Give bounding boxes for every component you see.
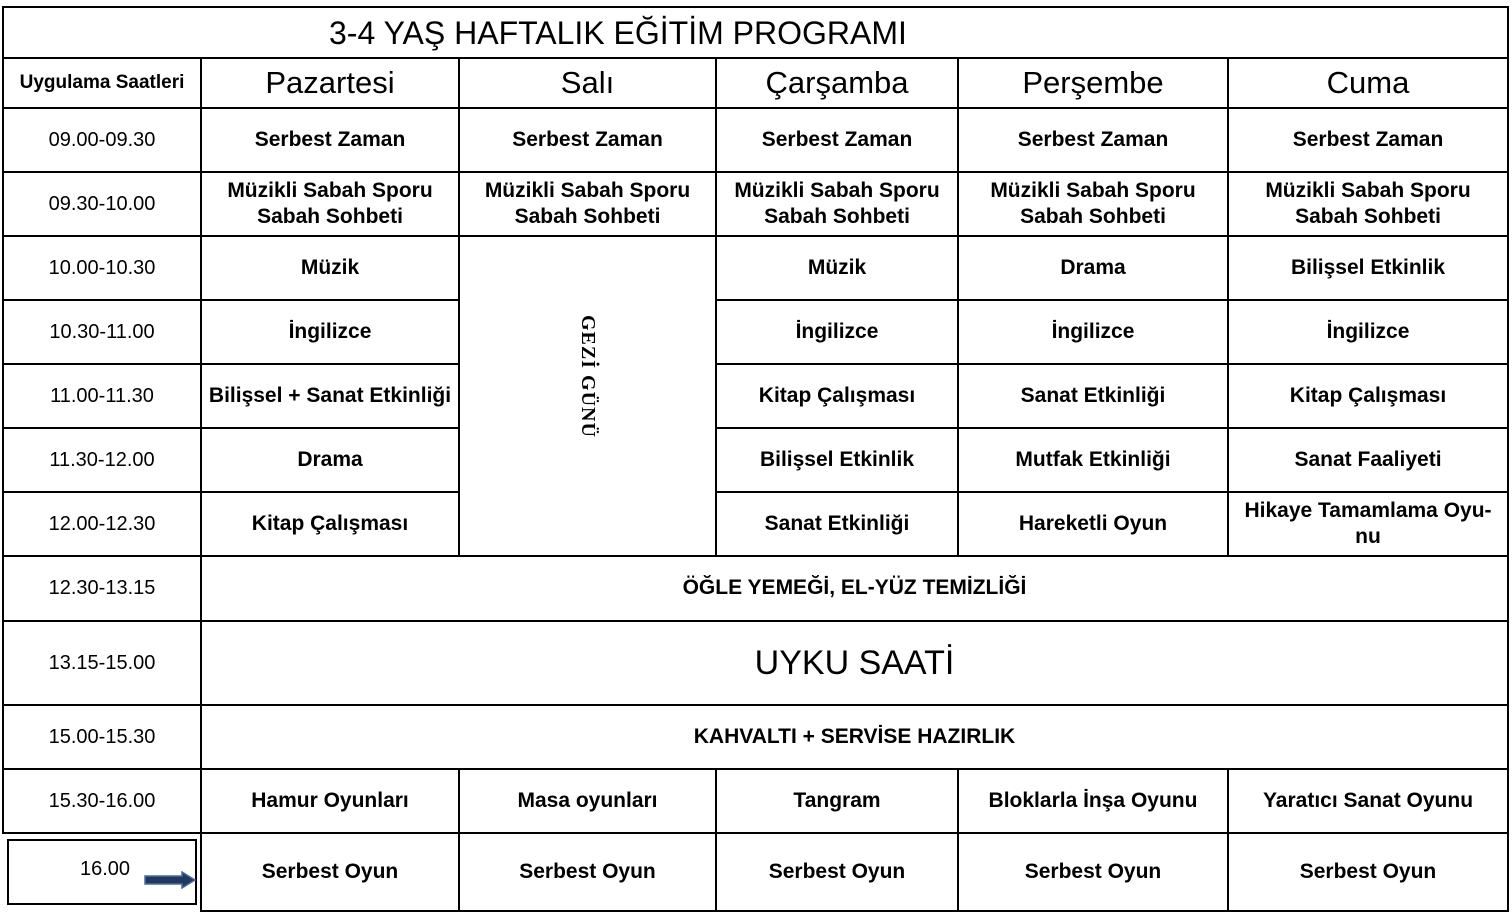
lunch-row: ÖĞLE YEMEĞİ, EL-YÜZ TEMİZLİĞİ [200, 555, 1509, 622]
activity-cell: Mutfak Etkinliği [957, 427, 1229, 493]
time-slot: 12.00-12.30 [2, 491, 202, 557]
sleep-row: UYKU SAATİ [200, 620, 1509, 706]
activity-cell: Hikaye Tamamlama Oyu- nu [1227, 491, 1509, 557]
activity-cell: Serbest Oyun [715, 832, 959, 912]
activity-cell: İngilizce [957, 299, 1229, 365]
time-slot: 10.30-11.00 [2, 299, 202, 365]
activity-cell: Sanat Faaliyeti [1227, 427, 1509, 493]
activity-cell: Drama [957, 235, 1229, 301]
activity-cell: Serbest Oyun [957, 832, 1229, 912]
activity-cell: Bilişsel Etkinlik [715, 427, 959, 493]
day-header-wednesday: Çarşamba [715, 57, 959, 109]
activity-cell: Hareketli Oyun [957, 491, 1229, 557]
breakfast-row: KAHVALTI + SERVİSE HAZIRLIK [200, 704, 1509, 770]
activity-cell: Serbest Zaman [957, 107, 1229, 173]
activity-cell: Tangram [715, 768, 959, 834]
activity-cell: Hamur Oyunları [200, 768, 460, 834]
day-header-friday: Cuma [1227, 57, 1509, 109]
page-title: 3-4 YAŞ HAFTALIK EĞİTİM PROGRAMI [2, 6, 1509, 59]
day-header-thursday: Perşembe [957, 57, 1229, 109]
activity-cell: Serbest Oyun [458, 832, 717, 912]
time-slot: 15.30-16.00 [2, 768, 202, 834]
activity-cell: Serbest Zaman [458, 107, 717, 173]
activity-cell: Kitap Çalışması [200, 491, 460, 557]
time-slot: 16.00 [79, 858, 131, 880]
activity-cell: Müzik [715, 235, 959, 301]
trip-day-cell: GEZİ GÜNÜ [458, 235, 717, 557]
activity-cell: Serbest Oyun [1227, 832, 1509, 912]
time-slot: 09.30-10.00 [2, 171, 202, 237]
time-slot: 09.00-09.30 [2, 107, 202, 173]
activity-cell: Müzikli Sabah Sporu Sabah Sohbeti [715, 171, 959, 237]
activity-cell: Sanat Etkinliği [715, 491, 959, 557]
activity-cell: Müzikli Sabah Sporu Sabah Sohbeti [957, 171, 1229, 237]
day-header-tuesday: Salı [458, 57, 717, 109]
activity-cell: Kitap Çalışması [1227, 363, 1509, 429]
activity-cell: Sanat Etkinliği [957, 363, 1229, 429]
activity-cell: İngilizce [715, 299, 959, 365]
activity-cell: İngilizce [1227, 299, 1509, 365]
activity-cell: Masa oyunları [458, 768, 717, 834]
time-slot: 13.15-15.00 [2, 620, 202, 706]
activity-cell: Yaratıcı Sanat Oyunu [1227, 768, 1509, 834]
header-time-column: Uygulama Saatleri [2, 57, 202, 109]
activity-cell: Serbest Zaman [715, 107, 959, 173]
time-slot: 10.00-10.30 [2, 235, 202, 301]
time-slot: 12.30-13.15 [2, 555, 202, 622]
activity-cell: Bilişsel + Sanat Etkinliği [200, 363, 460, 429]
time-slot: 11.30-12.00 [2, 427, 202, 493]
activity-cell: Serbest Oyun [200, 832, 460, 912]
activity-cell: Bloklarla İnşa Oyunu [957, 768, 1229, 834]
activity-cell: Müzikli Sabah Sporu Sabah Sohbeti [458, 171, 717, 237]
right-arrow-icon [144, 871, 196, 889]
activity-cell: Müzikli Sabah Sporu Sabah Sohbeti [1227, 171, 1509, 237]
activity-cell: Serbest Zaman [1227, 107, 1509, 173]
time-slot: 15.00-15.30 [2, 704, 202, 770]
activity-cell: Serbest Zaman [200, 107, 460, 173]
time-slot: 11.00-11.30 [2, 363, 202, 429]
activity-cell: Müzikli Sabah Sporu Sabah Sohbeti [200, 171, 460, 237]
activity-cell: Kitap Çalışması [715, 363, 959, 429]
activity-cell: Bilişsel Etkinlik [1227, 235, 1509, 301]
activity-cell: Drama [200, 427, 460, 493]
day-header-monday: Pazartesi [200, 57, 460, 109]
activity-cell: Müzik [200, 235, 460, 301]
activity-cell: İngilizce [200, 299, 460, 365]
